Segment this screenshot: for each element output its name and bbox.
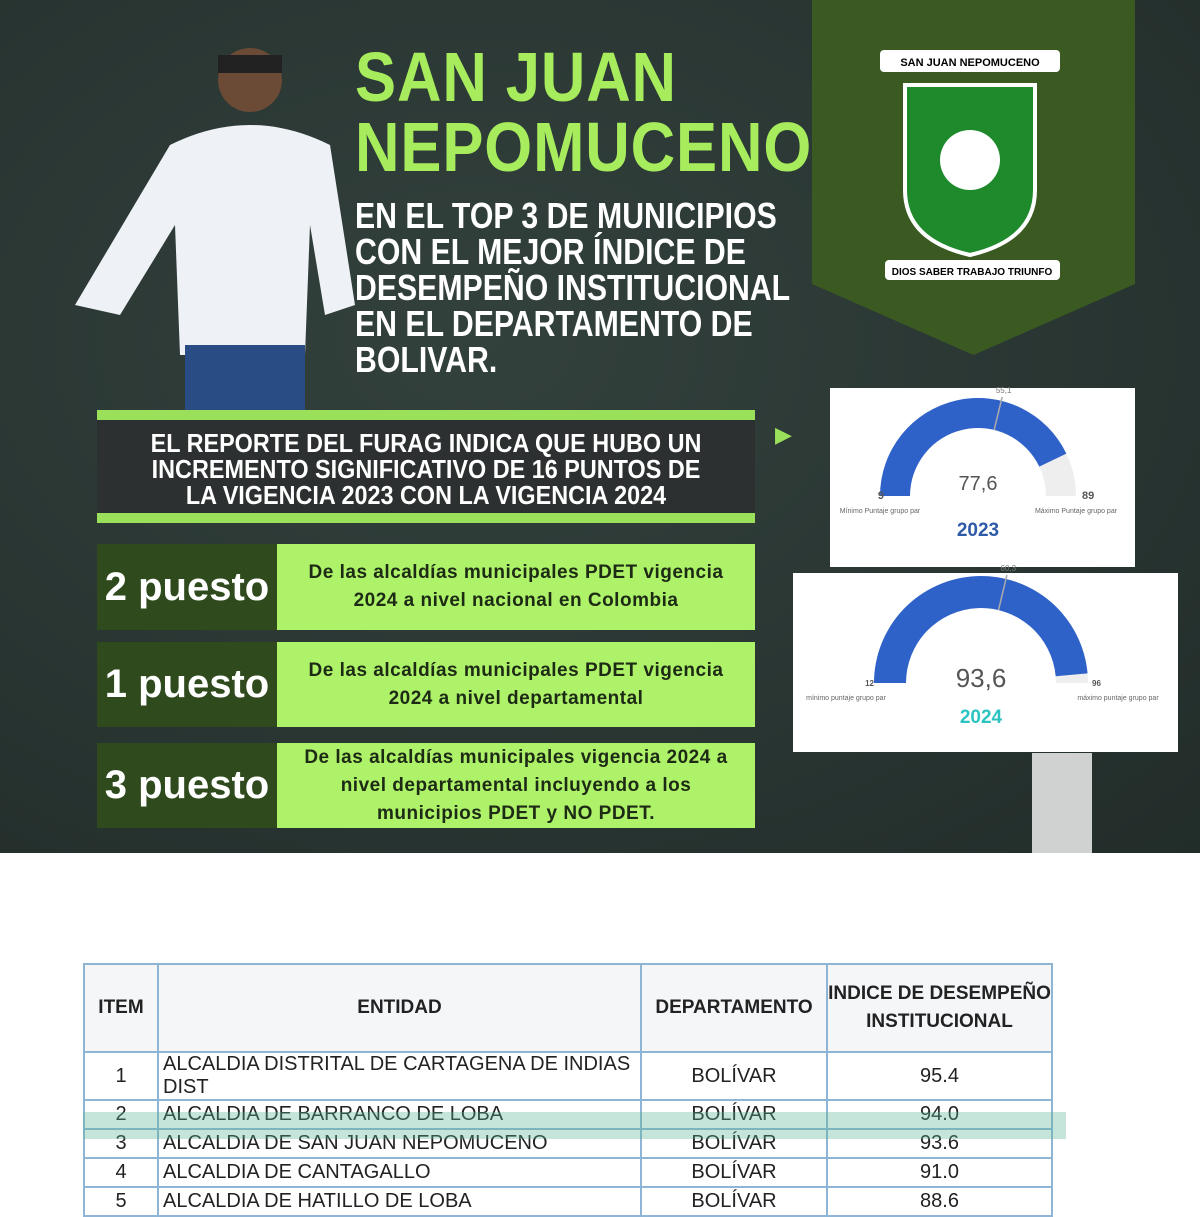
table-cell: BOLÍVAR	[641, 1187, 827, 1216]
gauge-max: 96	[1092, 679, 1101, 688]
gauge-min: 9	[877, 490, 884, 502]
rank-row	[97, 642, 755, 727]
rank-row	[97, 544, 755, 630]
table-cell: BOLÍVAR	[641, 1052, 827, 1100]
gauge-marker-label: 60,3	[1000, 564, 1017, 574]
mayor-photo	[60, 25, 360, 415]
table-cell: ALCALDIA DE HATILLO DE LOBA	[158, 1187, 641, 1216]
svg-text:SAN JUAN NEPOMUCENO: SAN JUAN NEPOMUCENO	[900, 57, 1040, 69]
gauge-year: 2024	[959, 707, 1003, 728]
col-header-indice: INDICE DE DESEMPEÑO INSTITUCIONAL	[827, 964, 1052, 1052]
svg-text:DIOS SABER TRABAJO TRIUNFO: DIOS SABER TRABAJO TRIUNFO	[891, 267, 1053, 278]
table-row	[84, 1158, 1052, 1187]
rank-label: 3 puesto	[97, 743, 277, 828]
rank-description: De las alcaldías municipales PDET vigencia 2024 a nivel departamental	[277, 642, 755, 727]
rank-row	[97, 743, 755, 828]
municipal-crest	[870, 40, 1070, 290]
rank-description: De las alcaldías municipales vigencia 2024 a nivel departamental incluyendo a los municipios PDET y NO PDET.	[277, 743, 755, 828]
table-cell: ALCALDIA DISTRITAL DE CARTAGENA DE INDIAS DIST	[158, 1052, 641, 1100]
page-title: SAN JUAN NEPOMUCENO	[355, 38, 813, 186]
gauge-max-caption: máximo puntaje grupo par	[1077, 695, 1159, 702]
rank-label: 1 puesto	[97, 642, 277, 727]
gauge-min: 12	[865, 679, 874, 688]
table-cell: BOLÍVAR	[641, 1158, 827, 1187]
gauge-max-caption: Máximo Puntaje grupo par	[1034, 508, 1118, 515]
rank-label: 2 puesto	[97, 544, 277, 630]
highlight-bar	[83, 1112, 1066, 1139]
table-cell: ALCALDIA DE CANTAGALLO	[158, 1158, 641, 1187]
gauge-value: 77,6	[958, 473, 998, 495]
table-cell: ALCALDIA DE BARRANCO DE LOBA	[158, 1100, 641, 1129]
table-cell: 1	[84, 1052, 158, 1100]
rank-description: De las alcaldías municipales PDET vigencia 2024 a nivel nacional en Colombia	[277, 544, 755, 630]
background-post	[1032, 753, 1092, 853]
gauge-min-caption: Mínimo Puntaje grupo par	[839, 508, 921, 515]
furag-banner: EL REPORTE DEL FURAG INDICA QUE HUBO UN INCREMENTO SIGNIFICATIVO DE 16 PUNTOS DE LA VIGENCIA 2023 CON LA VIGENCIA 2024	[97, 410, 755, 523]
table-cell: 94.0	[827, 1100, 1052, 1129]
gauge-2023	[830, 388, 1135, 567]
col-header-departamento: DEPARTAMENTO	[641, 964, 827, 1052]
arrow-right-icon: ▶	[775, 422, 792, 447]
table-cell: 88.6	[827, 1187, 1052, 1216]
table-cell: 95.4	[827, 1052, 1052, 1100]
gauge-card-2023	[830, 388, 1135, 567]
table-cell: BOLÍVAR	[641, 1100, 827, 1129]
table-row	[84, 1052, 1052, 1100]
table-cell: 5	[84, 1187, 158, 1216]
ranking-table	[83, 963, 1053, 1217]
gauge-min-caption: mínimo puntaje grupo par	[806, 695, 886, 702]
gauge-value: 93,6	[955, 663, 1007, 693]
table-cell: 91.0	[827, 1158, 1052, 1187]
gauge-2024	[793, 564, 1178, 752]
table-cell: 4	[84, 1158, 158, 1187]
table-cell: 93.6	[827, 1129, 1052, 1158]
gauge-max: 89	[1082, 490, 1095, 502]
col-header-entidad: ENTIDAD	[158, 964, 641, 1052]
table-cell: ALCALDIA DE SAN JUAN NEPOMUCENO	[158, 1129, 641, 1158]
table-row	[84, 1187, 1052, 1216]
table-cell: 3	[84, 1129, 158, 1158]
gauge-marker-label: 55,1	[995, 386, 1012, 396]
table-cell: 2	[84, 1100, 158, 1129]
gauge-card-2024	[793, 564, 1178, 752]
table-cell: BOLÍVAR	[641, 1129, 827, 1158]
col-header-item: ITEM	[84, 964, 158, 1052]
gauge-year: 2023	[956, 520, 1000, 541]
subtitle: EN EL TOP 3 DE MUNICIPIOS CON EL MEJOR ÍNDICE DE DESEMPEÑO INSTITUCIONAL EN EL DEPARTAMENTO DE BOLIVAR.	[355, 195, 790, 380]
